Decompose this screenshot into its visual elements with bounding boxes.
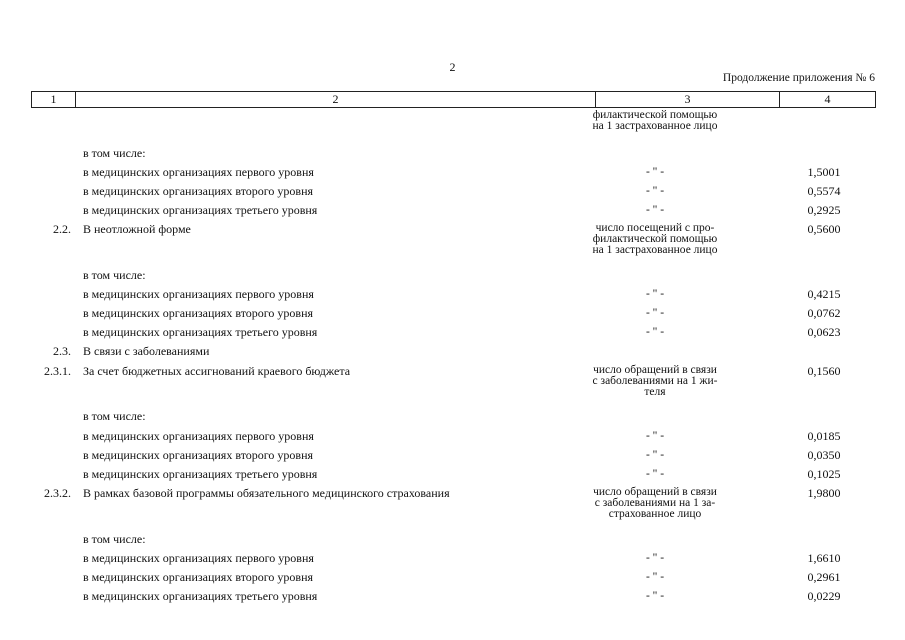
table-row [31,144,876,162]
row-value: 0,1025 [807,467,841,481]
row-indicator-name: в медицинских организациях первого уровня [83,429,314,443]
table-row [31,427,876,445]
row-indicator-name: В связи с заболеваниями [83,344,210,358]
row-value: 0,0350 [807,448,841,462]
row-unit: число обращений в связи с заболеваниями на 1 за- страхованное лицо [593,486,717,520]
table-column-header [31,91,876,108]
table-row [31,285,876,303]
row-value: 0,5574 [807,184,841,198]
row-indicator-name: в медицинских организациях третьего уровня [83,325,318,339]
column-number-2: 2 [76,92,596,107]
row-value: 0,1560 [807,364,841,378]
table-row [31,201,876,219]
row-indicator-name: В рамках базовой программы обязательного медицинского страхования [83,486,450,500]
row-value: 0,0623 [807,325,841,339]
row-unit: - " - [645,288,665,300]
row-value: 0,5600 [807,222,841,236]
row-indicator-name: в медицинских организациях второго уровня [83,184,314,198]
row-value: 0,0229 [807,589,841,603]
row-indicator-name: в том числе: [83,268,146,282]
table-row [31,465,876,483]
table-row [31,549,876,567]
table-row [31,530,876,548]
row-value: 1,5001 [807,165,841,179]
table-row [31,109,876,132]
column-number-4: 4 [824,92,831,106]
row-unit: - " - [645,552,665,564]
row-unit: филактической помощью на 1 застрахованное лицо [592,109,718,132]
row-unit: - " - [645,185,665,197]
row-indicator-name: в медицинских организациях второго уровня [83,570,314,584]
row-indicator-name: в медицинских организациях первого уровня [83,551,314,565]
row-number: 2.3. [53,344,71,358]
row-indicator-name: в медицинских организациях третьего уровня [83,203,318,217]
row-indicator-name: в том числе: [83,146,146,160]
table-row [31,568,876,586]
row-unit: - " - [645,468,665,480]
appendix-continuation-label: Продолжение приложения № 6 [722,72,875,84]
row-unit: - " - [645,204,665,216]
table-row [31,266,876,284]
row-indicator-name: в медицинских организациях первого уровня [83,165,314,179]
column-number-1: 1 [32,92,76,107]
table-row [31,220,876,256]
row-indicator-name: в медицинских организациях второго уровня [83,306,314,320]
row-number: 2.3.1. [44,364,71,378]
table-row [31,163,876,181]
row-value: 0,2961 [807,570,841,584]
page-number: 2 [449,60,456,74]
table-row [31,323,876,341]
table-row [31,484,876,520]
row-unit: число посещений с про- филактической помощью на 1 застрахованное лицо [592,222,718,256]
column-number-3: 3 [596,92,780,107]
row-unit: - " - [645,449,665,461]
row-unit: - " - [645,590,665,602]
row-unit: - " - [645,571,665,583]
row-indicator-name: в том числе: [83,409,146,423]
row-value: 1,6610 [807,551,841,565]
row-unit: - " - [645,430,665,442]
row-unit: - " - [645,307,665,319]
row-value: 0,2925 [807,203,841,217]
table-row [31,587,876,605]
table-row [31,407,876,425]
row-value: 0,4215 [807,287,841,301]
row-indicator-name: в медицинских организациях третьего уровня [83,467,318,481]
row-indicator-name: В неотложной форме [83,222,191,236]
row-number: 2.3.2. [44,486,71,500]
table-row [31,362,876,398]
row-number: 2.2. [53,222,71,236]
row-unit: - " - [645,166,665,178]
row-indicator-name: в том числе: [83,532,146,546]
row-indicator-name: За счет бюджетных ассигнований краевого бюджета [83,364,351,378]
row-indicator-name: в медицинских организациях второго уровня [83,448,314,462]
row-value: 0,0185 [807,429,841,443]
row-unit: - " - [645,326,665,338]
row-value: 1,9800 [807,486,841,500]
row-indicator-name: в медицинских организациях первого уровня [83,287,314,301]
row-indicator-name: в медицинских организациях третьего уровня [83,589,318,603]
table-row [31,182,876,200]
table-row [31,342,876,360]
table-row [31,304,876,322]
table-row [31,446,876,464]
row-unit: число обращений в связи с заболеваниями на 1 жи- теля [592,364,718,398]
row-value: 0,0762 [807,306,841,320]
